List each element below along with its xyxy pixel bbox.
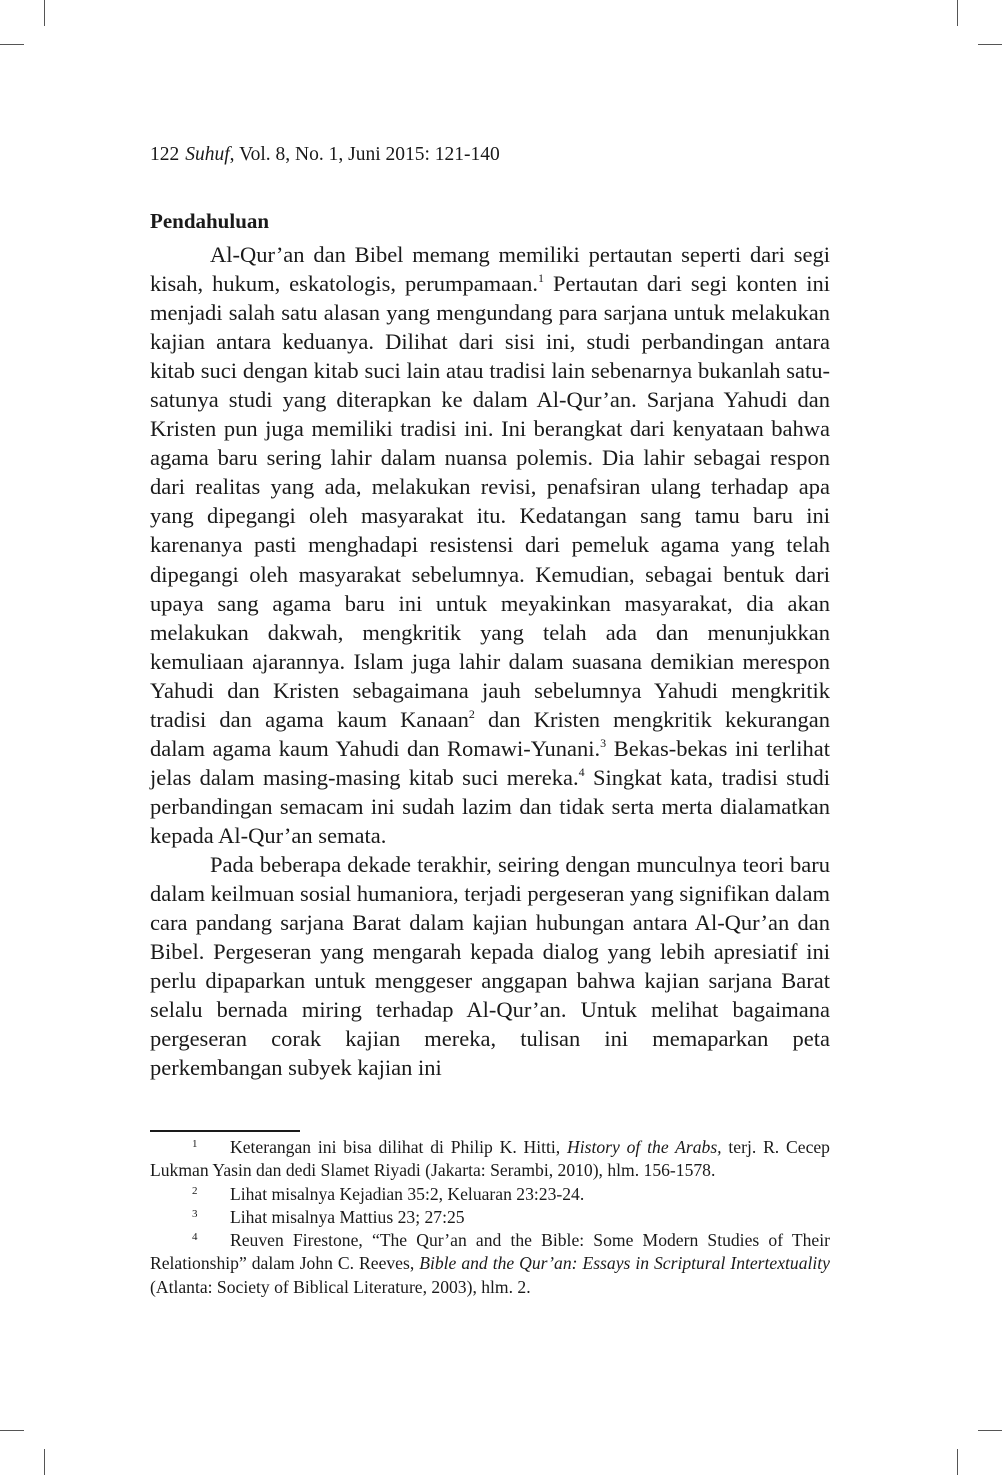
footnote-text: Lihat misalnya Mattius 23; 27:25 [230, 1206, 465, 1227]
paragraph-1 [150, 240, 830, 850]
paragraph-2: Pada beberapa dekade terakhir, seiring dengan munculnya teori baru dalam keilmuan sosial humaniora, terjadi pergeseran yang signifikan dalam cara pandang sarjana Barat dalam kajian hubungan antara Al-Qur’an dan Bibel. Pergeseran yang mengarah kepada dialog yang lebih apresiatif ini perlu dipaparkan untuk menggeser anggapan bahwa kajian sarjana Barat selalu bernada miring terhadap Al-Qur’an. Untuk melihat bagaimana pergeseran corak kajian mereka, tulisan ini memaparkan peta perkembangan subyek kajian ini [150, 851, 830, 1081]
paragraph-1-part-4: Bekas-bekas ini terlihat jelas dalam masing-masing kitab suci mereka. [150, 735, 830, 790]
footnote-text: Keterangan ini bisa dilihat di Philip K. Hitti, [230, 1137, 568, 1157]
footnote-text: (Atlanta: Society of Biblical Literature, 2003), hlm. 2. [150, 1276, 531, 1297]
journal-citation: , Vol. 8, No. 1, Juni 2015: 121-140 [229, 144, 500, 165]
crop-mark-bottom-left-h [0, 1430, 24, 1431]
footnote-3: 3 Lihat misalnya Mattius 23; 27:25 [192, 1206, 465, 1227]
crop-mark-bottom-right-h [978, 1430, 1002, 1431]
footnote-2: 2 Lihat misalnya Kejadian 35:2, Keluaran 23:23-24. [192, 1183, 585, 1204]
body-text [150, 240, 830, 1082]
paragraph-1-part-5: Singkat kata, tradisi studi perbandingan semacam ini sudah lazim dan tidak serta merta dialamatkan kepada Al-Qur’an semata. [150, 764, 830, 848]
footnote-title: Bible and the Qur’an: Essays in Scriptural Intertextuality [419, 1253, 830, 1274]
footnote-text: Reuven Firestone, “The Qur’an and the Bible: Some Modern Studies of Their Relationship” dalam John C. Reeves, [150, 1230, 830, 1274]
footnote-ref-3[interactable]: 3 [600, 735, 607, 750]
paragraph-1-part-2: Pertautan dari segi konten ini menjadi salah satu alasan yang mengundang para sarjana untuk melakukan kajian antara keduanya. Dilihat dari sisi ini, studi perbandingan antara kitab suci dengan kitab suci lain atau tradisi lain sebenarnya bukanlah satu-satunya studi yang diterapkan ke dalam Al-Qur’an. Sarjana Yahudi dan Kristen pun juga memiliki tradisi ini. Ini berangkat dari kenyataan bahwa agama baru sering lahir dalam nuansa polemis. Dia lahir sebagai respon dari realitas yang ada, melakukan revisi, penafsiran ulang terhadap apa yang dipegangi oleh masyarakat itu. Kedatangan sang tamu baru ini karenanya pasti menghadapi resistensi dari pemeluk agama yang telah dipegangi oleh masyarakat sebelumnya. Kemudian, sebagai bentuk dari upaya sang agama baru ini untuk meyakinkan masyarakat, dia akan melakukan dakwah, mengkritik yang telah ada dan menunjukkan kemuliaan ajarannya. Islam juga lahir dalam suasana demikian merespon Yahudi dan Kristen sebagaimana jauh sebelumnya Yahudi mengkritik tradisi dan agama kaum Kanaan [150, 271, 830, 732]
crop-mark-top-left-v [44, 0, 45, 26]
footnote-ref-4[interactable]: 4 [578, 764, 585, 779]
running-head [150, 142, 500, 168]
footnote-ref-2[interactable]: 2 [468, 706, 475, 721]
footnote-text: Lihat misalnya Kejadian 35:2, Keluaran 23:23-24. [230, 1183, 585, 1204]
paragraph-1-part-1: Al-Qur’an dan Bibel memang memiliki pertautan seperti dari segi kisah, hukum, eskatologis, perumpamaan. [150, 242, 830, 297]
footnote-ref-1[interactable]: 1 [538, 271, 545, 286]
footnotes [150, 1136, 830, 1299]
footnote-separator [150, 1130, 300, 1132]
paragraph-1-part-3: dan Kristen mengkritik kekurangan dalam agama kaum Yahudi dan Romawi-Yunani. [150, 706, 830, 761]
section-heading: Pendahuluan [150, 209, 270, 233]
page-number: 122 [150, 144, 180, 165]
footnote-title: History of the Arabs, [567, 1137, 722, 1157]
crop-mark-bottom-left-v [44, 1449, 45, 1475]
journal-title: Suhuf [185, 144, 230, 165]
footnote-4: 4 Reuven Firestone, “The Qur’an and the Bible: Some Modern Studies of Their Relationship” dalam John C. Reeves, Bible and the Qur’an: Essays in Scriptural Intertextuality (Atlanta: Society of Biblical Literature, 2003), hlm. 2. [150, 1230, 830, 1297]
crop-mark-top-right-v [957, 0, 958, 26]
footnote-text: terj. R. Cecep Lukman Yasin dan dedi Slamet Riyadi (Jakarta: Serambi, 2010), hlm. 156-1578. [150, 1137, 830, 1181]
footnote-1: 1 Keterangan ini bisa dilihat di Philip K. Hitti, History of the Arabs, terj. R. Cecep Lukman Yasin dan dedi Slamet Riyadi (Jakarta: Serambi, 2010), hlm. 156-1578. [150, 1137, 830, 1181]
crop-mark-bottom-right-v [957, 1449, 958, 1475]
crop-mark-top-left-h [0, 44, 24, 45]
crop-mark-top-right-h [978, 44, 1002, 45]
